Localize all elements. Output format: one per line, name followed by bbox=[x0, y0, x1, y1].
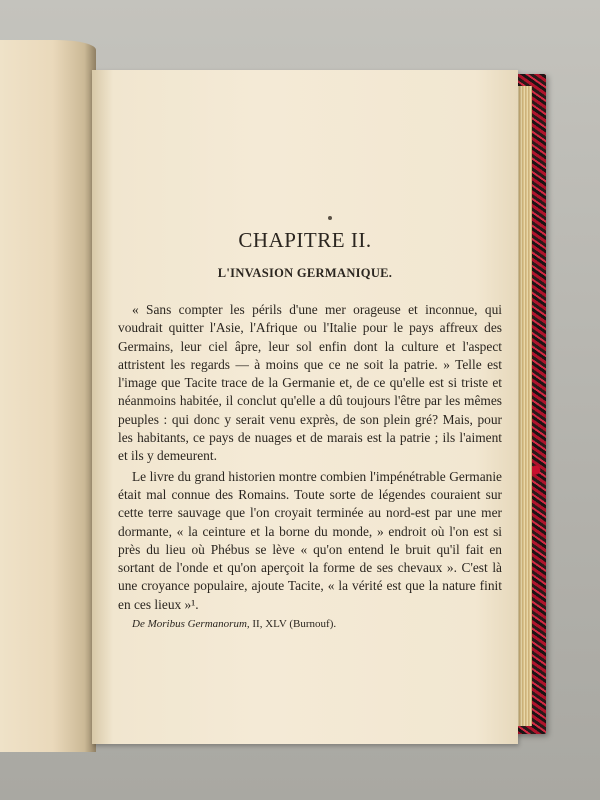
ornament-dot bbox=[328, 216, 332, 220]
paragraph-2: Le livre du grand historien montre combien l'impénétrable Germanie était mal connue des Romains. Toute sorte de légendes couraient sur cette terre sauvage que l'on croyait terminée au nord-est par une mer dormante, « la ceinture et la borne du monde, » endroit où l'on est si près du lieu où Phébus se lève « qu'on entend le bruit qu'il fait en sortant de l'onde et qu'on aperçoit la forme de ses chevaux ». C'est là une croyance populaire, ajoute Tacite, « la vérité est que la nature finit en ces lieux »¹. bbox=[118, 468, 502, 612]
book-page bbox=[92, 70, 518, 744]
footnote-work: De Moribus Germanorum, bbox=[132, 618, 250, 630]
body-text bbox=[118, 301, 502, 614]
section-title: L'INVASION GERMANIQUE. bbox=[217, 266, 393, 280]
left-facing-page bbox=[0, 40, 96, 752]
footnote bbox=[132, 618, 336, 630]
paragraph-1: « Sans compter les périls d'une mer orageuse et inconnue, qui voudrait quitter l'Asie, l'Afrique ou l'Italie pour le pays affreux des Germains, leur ciel âpre, leur sol enfin dont la culture et l'aspect attristent les regards — à moins que ce ne soit la patrie. » Telle est l'image que Tacite trace de la Germanie et, de ce qu'elle est si triste et néanmoins habitée, il conclut qu'elle a dû toujours l'être par les mêmes peuples : qui donc y serait venu exprès, de son plein gré? Mais, pour les habitants, ce pays de nuages et de marais est la patrie ; ils l'aiment et ils y demeurent. bbox=[118, 302, 502, 464]
chapter-title: CHAPITRE II. bbox=[238, 228, 372, 252]
footnote-reference: II, XLV (Burnouf). bbox=[249, 618, 337, 630]
